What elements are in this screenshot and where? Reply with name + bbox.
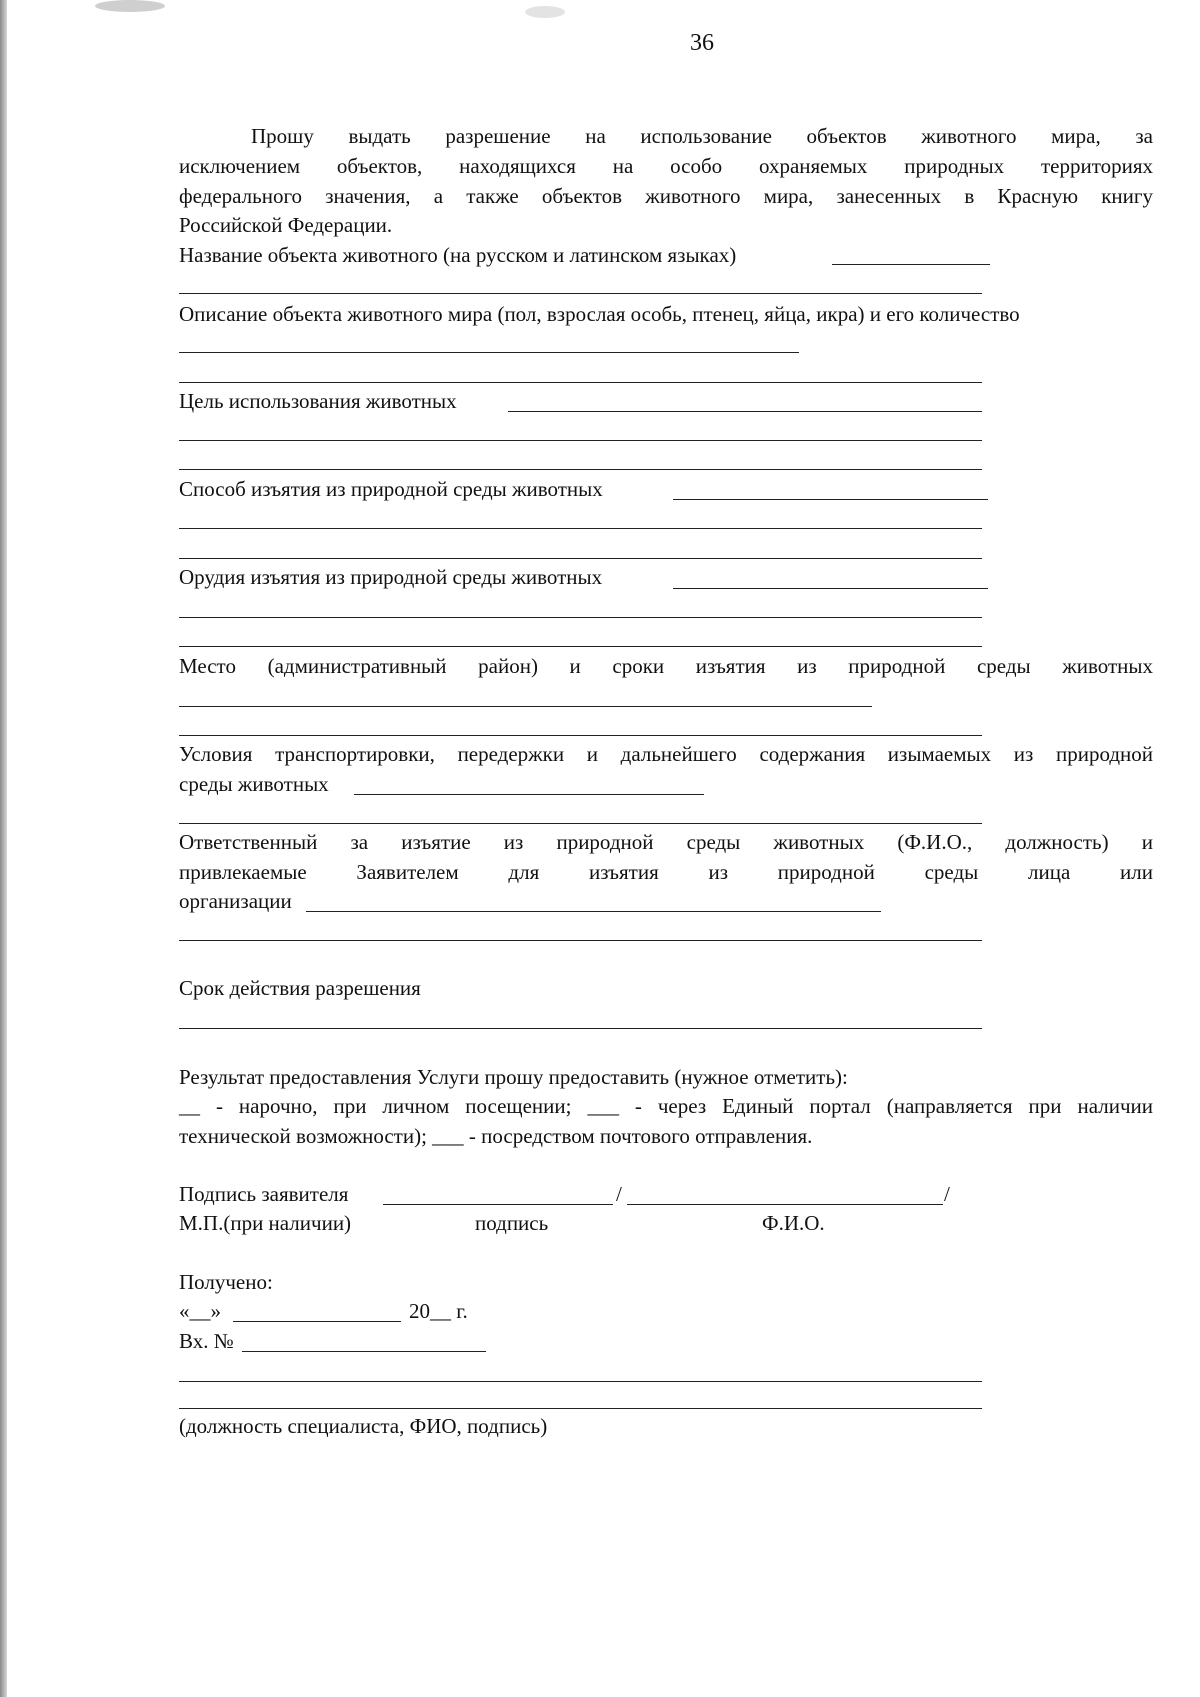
- received-day: «__»: [179, 1299, 221, 1323]
- animal-name-label: Название объекта животного (на русском и латинском языках): [179, 243, 737, 267]
- responsible-line-2: привлекаемые Заявителем для изъятия из природной среды лица или: [179, 860, 1153, 884]
- fio-field[interactable]: [627, 1204, 943, 1205]
- responsible-line-3: организации: [179, 889, 292, 913]
- description-field[interactable]: [179, 352, 799, 353]
- seal-label: М.П.(при наличии): [179, 1211, 352, 1235]
- animal-name-field-line-2[interactable]: [179, 293, 982, 294]
- result-options-line-2: технической возможности); ___ - посредством почтового отправления.: [179, 1124, 813, 1148]
- description-label: Описание объекта животного мира (пол, взрослая особь, птенец, яйца, икра) и его количество: [179, 302, 1020, 326]
- specialist-field-line-2[interactable]: [179, 1408, 982, 1409]
- conditions-field-line-2[interactable]: [179, 823, 982, 824]
- animal-name-field[interactable]: [832, 264, 990, 265]
- method-field-line-3[interactable]: [179, 558, 982, 559]
- intro-line-2: исключением объектов, находящихся на особо охраняемых природных территориях: [179, 154, 1153, 178]
- tools-label: Орудия изъятия из природной среды животных: [179, 565, 603, 589]
- responsible-field[interactable]: [306, 911, 881, 912]
- tools-field-line-2[interactable]: [179, 617, 982, 618]
- conditions-line-1: Условия транспортировки, передержки и дальнейшего содержания изымаемых из природной: [179, 742, 1153, 766]
- signature-separator: /: [616, 1182, 622, 1206]
- conditions-line-2: среды животных: [179, 772, 329, 796]
- signature-caption: подпись: [475, 1211, 549, 1235]
- received-year: 20__ г.: [409, 1299, 468, 1323]
- tools-field-line-3[interactable]: [179, 646, 982, 647]
- place-label: Место (административный район) и сроки изъятия из природной среды животных: [179, 654, 1153, 678]
- specialist-field[interactable]: [179, 1381, 982, 1382]
- validity-field[interactable]: [179, 1028, 982, 1029]
- intro-line-1: Прошу выдать разрешение на использование объектов животного мира, за: [251, 124, 1153, 148]
- incoming-number-field[interactable]: [242, 1351, 486, 1352]
- signature-label: Подпись заявителя: [179, 1182, 349, 1206]
- purpose-field-line-2[interactable]: [179, 440, 982, 441]
- incoming-number-label: Вх. №: [179, 1329, 234, 1353]
- description-field-line-2[interactable]: [179, 382, 982, 383]
- purpose-field-line-3[interactable]: [179, 469, 982, 470]
- intro-line-4: Российской Федерации.: [179, 213, 393, 237]
- purpose-field[interactable]: [508, 411, 982, 412]
- responsible-field-line-2[interactable]: [179, 940, 982, 941]
- received-month-field[interactable]: [233, 1321, 401, 1322]
- received-label: Получено:: [179, 1270, 273, 1294]
- scan-left-edge: [0, 0, 7, 1697]
- tools-field[interactable]: [673, 588, 988, 589]
- scan-speck: [525, 6, 565, 18]
- place-field-line-2[interactable]: [179, 735, 982, 736]
- method-label: Способ изъятия из природной среды животных: [179, 477, 603, 501]
- method-field[interactable]: [673, 499, 988, 500]
- method-field-line-2[interactable]: [179, 528, 982, 529]
- fio-caption: Ф.И.О.: [762, 1211, 825, 1235]
- signature-end-slash: /: [944, 1182, 950, 1206]
- signature-field[interactable]: [383, 1204, 613, 1205]
- specialist-caption: (должность специалиста, ФИО, подпись): [179, 1414, 548, 1438]
- place-field[interactable]: [179, 706, 872, 707]
- page-number: 36: [690, 30, 714, 56]
- purpose-label: Цель использования животных: [179, 389, 457, 413]
- responsible-line-1: Ответственный за изъятие из природной среды животных (Ф.И.О., должность) и: [179, 830, 1153, 854]
- scan-speck: [95, 0, 165, 12]
- intro-line-3: федерального значения, а также объектов животного мира, занесенных в Красную книгу: [179, 184, 1153, 208]
- result-options-line-1: __ - нарочно, при личном посещении; ___ - через Единый портал (направляется при наличии: [179, 1094, 1153, 1118]
- validity-label: Срок действия разрешения: [179, 976, 421, 1000]
- conditions-field[interactable]: [354, 794, 704, 795]
- result-title: Результат предоставления Услуги прошу предоставить (нужное отметить):: [179, 1065, 848, 1089]
